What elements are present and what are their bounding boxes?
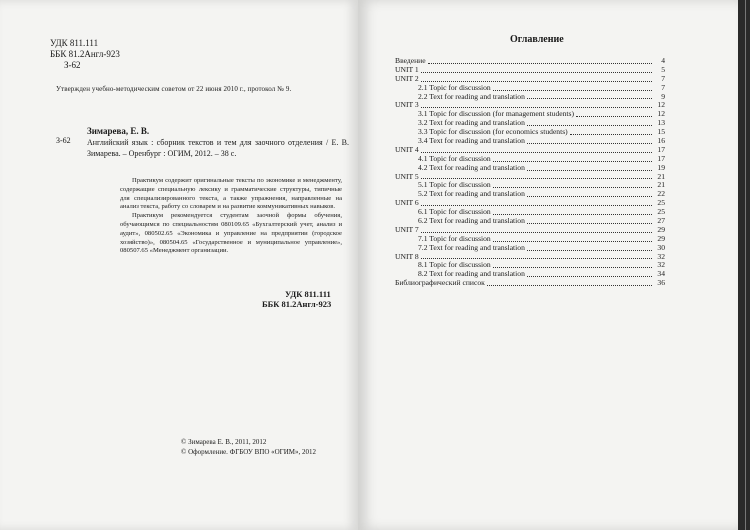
left-page [0,0,358,530]
bbk-code-top: ББК 81.2Англ-923 [50,49,120,59]
toc-entry-page: 22 [657,189,665,199]
toc-entry-label: UNIT 5 [395,171,419,181]
toc-leader-dots [421,205,652,206]
toc-leader-dots [527,250,652,251]
toc-entry-page: 15 [657,127,665,137]
toc-entry-page: 21 [657,171,665,181]
toc-entry-label: 2.1 Topic for discussion [418,82,491,92]
toc-entry-page: 5 [661,64,665,74]
toc-entry-label: Введение [395,55,426,65]
toc-entry [395,93,665,102]
toc-entry-page: 16 [657,136,665,145]
toc-leader-dots [421,152,652,153]
toc-entry-page: 17 [657,153,665,163]
toc-entry-label: 8.1 Topic for discussion [418,260,491,270]
toc-entry-page: 19 [657,162,665,172]
toc-entry [395,137,665,146]
toc-leader-dots [421,258,652,259]
toc-entry-label: 3.1 Topic for discussion (for management students) [418,109,575,119]
toc-entry-page: 7 [661,82,665,92]
toc-entry-label: UNIT 7 [395,224,419,234]
toc-entry [395,244,665,253]
toc-entry-page: 4 [661,55,665,65]
toc-leader-dots [527,125,652,126]
toc-entry-label: 8.2 Text for reading and translation [418,269,525,279]
annotation [120,177,342,256]
toc-entry-page: 36 [657,278,665,288]
bibliographic-description: Английский язык : сборник текстов и тем для заочного отделения / Е. В. Зимарева. – Оренбург : ОГИМ, 2012. – 38 с. [87,138,349,158]
toc-entry-page: 30 [657,242,665,252]
approval-note: Утвержден учебно-методическим советом от 22 июня 2010 г., протокол № 9. [56,85,292,93]
toc-entry-label: 6.1 Topic for discussion [418,207,491,217]
toc-entry-label: 5.1 Topic for discussion [418,180,491,190]
copyright-author: © Зимарева Е. В., 2011, 2012 [181,438,267,446]
toc-entry [395,66,665,75]
toc-leader-dots [421,81,652,82]
toc-entry-page: 17 [657,144,665,154]
toc-entry-label: 2.2 Text for reading and translation [418,91,525,101]
toc-title: Оглавление [510,34,564,45]
toc-entry-label: 7.1 Topic for discussion [418,233,491,243]
author-code: З-62 [56,136,71,145]
toc-entry-page: 7 [661,73,665,83]
toc-entry-label: 7.2 Text for reading and translation [418,242,525,252]
toc-leader-dots [421,107,652,108]
author-code-top: З-62 [64,60,81,70]
toc-leader-dots [428,63,652,64]
toc-entry-page: 9 [661,91,665,101]
toc-entry-page: 32 [657,251,665,261]
toc-entry-label: 6.2 Text for reading and translation [418,216,525,226]
toc-entry-page: 32 [657,260,665,270]
bbk-code-bottom: ББК 81.2Англ-923 [262,299,332,309]
udk-code-top: УДК 811.111 [50,38,99,48]
book-edge-line [745,0,746,530]
toc-entry-label: UNIT 6 [395,198,419,208]
toc-entry [395,57,665,66]
toc-entry-label: 5.2 Text for reading and translation [418,189,525,199]
toc-entry-label: 4.2 Text for reading and translation [418,162,525,172]
toc-entry-label: UNIT 2 [395,73,419,83]
table-of-contents [395,57,665,288]
toc-leader-dots [421,72,652,73]
toc-entry [395,279,665,288]
toc-leader-dots [493,214,652,215]
toc-entry-page: 21 [657,180,665,190]
toc-leader-dots [493,161,652,162]
toc-leader-dots [527,98,652,99]
toc-entry-page: 12 [657,109,665,119]
author-name: Зимарева, Е. В. [87,126,150,136]
toc-entry-page: 29 [657,224,665,234]
toc-entry-page: 12 [657,100,665,110]
annotation-paragraph: Практикум содержит оригинальные тексты по экономике и менеджменту, содержащие специальную лексику и грамматические структуры, типичные для специализированного текста, а также упражнения, направленные на анализ текста, работу со словарем и на развитие коммуникативных навыков. [120,177,342,211]
toc-leader-dots [527,196,652,197]
toc-leader-dots [570,134,652,135]
toc-leader-dots [421,178,652,179]
toc-entry-page: 25 [657,207,665,217]
toc-entry-label: UNIT 3 [395,100,419,110]
toc-leader-dots [493,267,652,268]
toc-leader-dots [493,241,652,242]
toc-entry-label: Библиографический список [395,278,485,288]
toc-entry [395,217,665,226]
toc-leader-dots [527,170,652,171]
toc-leader-dots [527,223,652,224]
toc-leader-dots [487,285,652,286]
toc-entry-label: 3.4 Text for reading and translation [418,136,525,145]
annotation-paragraph: Практикум рекомендуется студентам заочной формы обучения, обучающимся по специальностям 080109.65 «Бухгалтерский учет, анализ и аудит», 080502.65 «Экономика и управление на предприятии (городское хозяйство)», 080504.65 «Государственное и муниципальное управление», 080507.65 «Менеджмент организации. [120,212,342,255]
toc-entry-label: 4.1 Topic for discussion [418,153,491,163]
toc-entry-page: 13 [657,118,665,128]
copyright-publisher: © Оформление. ФГБОУ ВПО «ОГИМ», 2012 [181,448,317,456]
toc-entry [395,164,665,173]
toc-leader-dots [576,116,652,117]
toc-entry-page: 27 [657,216,665,226]
toc-leader-dots [493,187,652,188]
toc-entry-page: 29 [657,233,665,243]
udk-code-bottom: УДК 811.111 [285,289,331,299]
toc-leader-dots [421,232,652,233]
toc-leader-dots [527,276,652,277]
toc-leader-dots [527,143,652,144]
toc-entry [395,190,665,199]
toc-leader-dots [493,90,652,91]
toc-entry-page: 25 [657,198,665,208]
book-edge [738,0,750,530]
toc-entry-page: 34 [657,269,665,279]
toc-entry-label: 3.2 Text for reading and translation [418,118,525,128]
toc-entry-label: 3.3 Topic for discussion (for economics students) [418,127,568,137]
toc-entry-label: UNIT 1 [395,64,419,74]
toc-entry-label: UNIT 4 [395,144,419,154]
toc-entry-label: UNIT 8 [395,251,419,261]
